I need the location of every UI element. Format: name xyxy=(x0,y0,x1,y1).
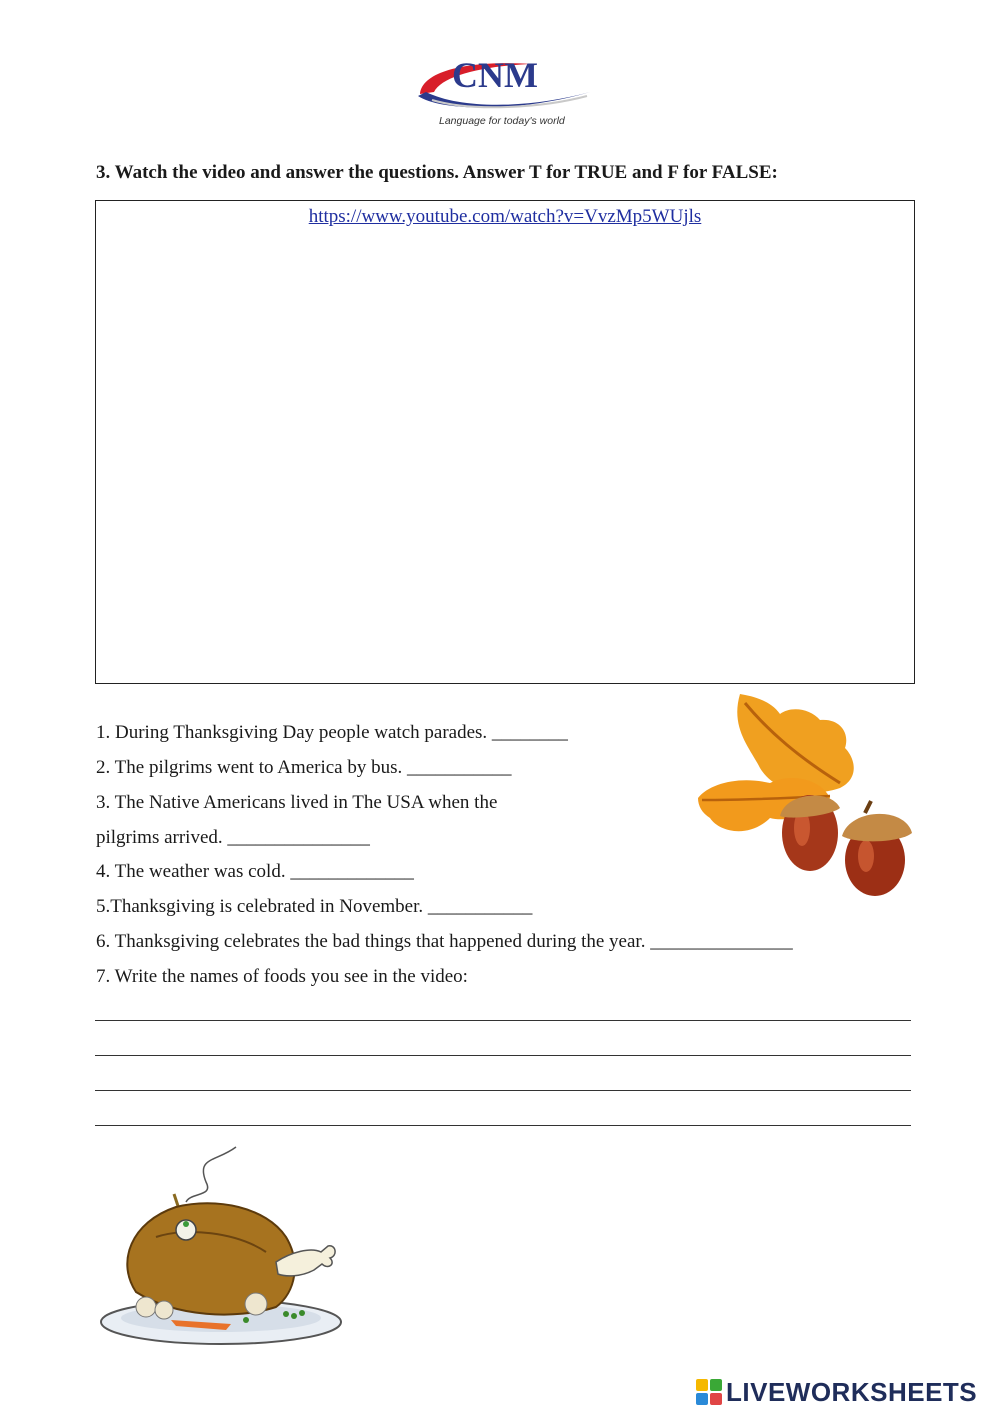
roast-turkey-illustration xyxy=(96,1142,346,1357)
question-5: 5.Thanksgiving is celebrated in November. ___________ xyxy=(96,896,533,917)
liveworksheets-brand xyxy=(696,1376,977,1408)
answer-line-4[interactable] xyxy=(95,1125,911,1126)
liveworksheets-logo-icon xyxy=(696,1379,722,1405)
exercise-instruction: 3. Watch the video and answer the questions. Answer T for TRUE and F for FALSE: xyxy=(96,162,778,183)
question-1: 1. During Thanksgiving Day people watch parades. ________ xyxy=(96,722,568,743)
cnm-logo xyxy=(412,52,602,132)
logo-tagline: Language for today's world xyxy=(439,115,565,127)
logo-wordmark: CNM xyxy=(452,55,538,95)
video-link[interactable]: https://www.youtube.com/watch?v=VvzMp5WUjls xyxy=(308,206,702,227)
video-embed-box xyxy=(95,200,915,684)
question-4: 4. The weather was cold. _____________ xyxy=(96,861,414,882)
question-3-line-2: pilgrims arrived. _______________ xyxy=(96,827,370,848)
answer-line-3[interactable] xyxy=(95,1090,911,1091)
acorns-illustration xyxy=(690,688,920,908)
question-6: 6. Thanksgiving celebrates the bad things that happened during the year. _______________ xyxy=(96,931,793,952)
answer-line-2[interactable] xyxy=(95,1055,911,1056)
brand-wordmark: LIVEWORKSHEETS xyxy=(726,1376,978,1407)
answer-line-1[interactable] xyxy=(95,1020,911,1021)
question-3-line-1: 3. The Native Americans lived in The USA when the xyxy=(96,792,498,813)
question-7: 7. Write the names of foods you see in the video: xyxy=(96,966,468,987)
question-2: 2. The pilgrims went to America by bus. ___________ xyxy=(96,757,512,778)
